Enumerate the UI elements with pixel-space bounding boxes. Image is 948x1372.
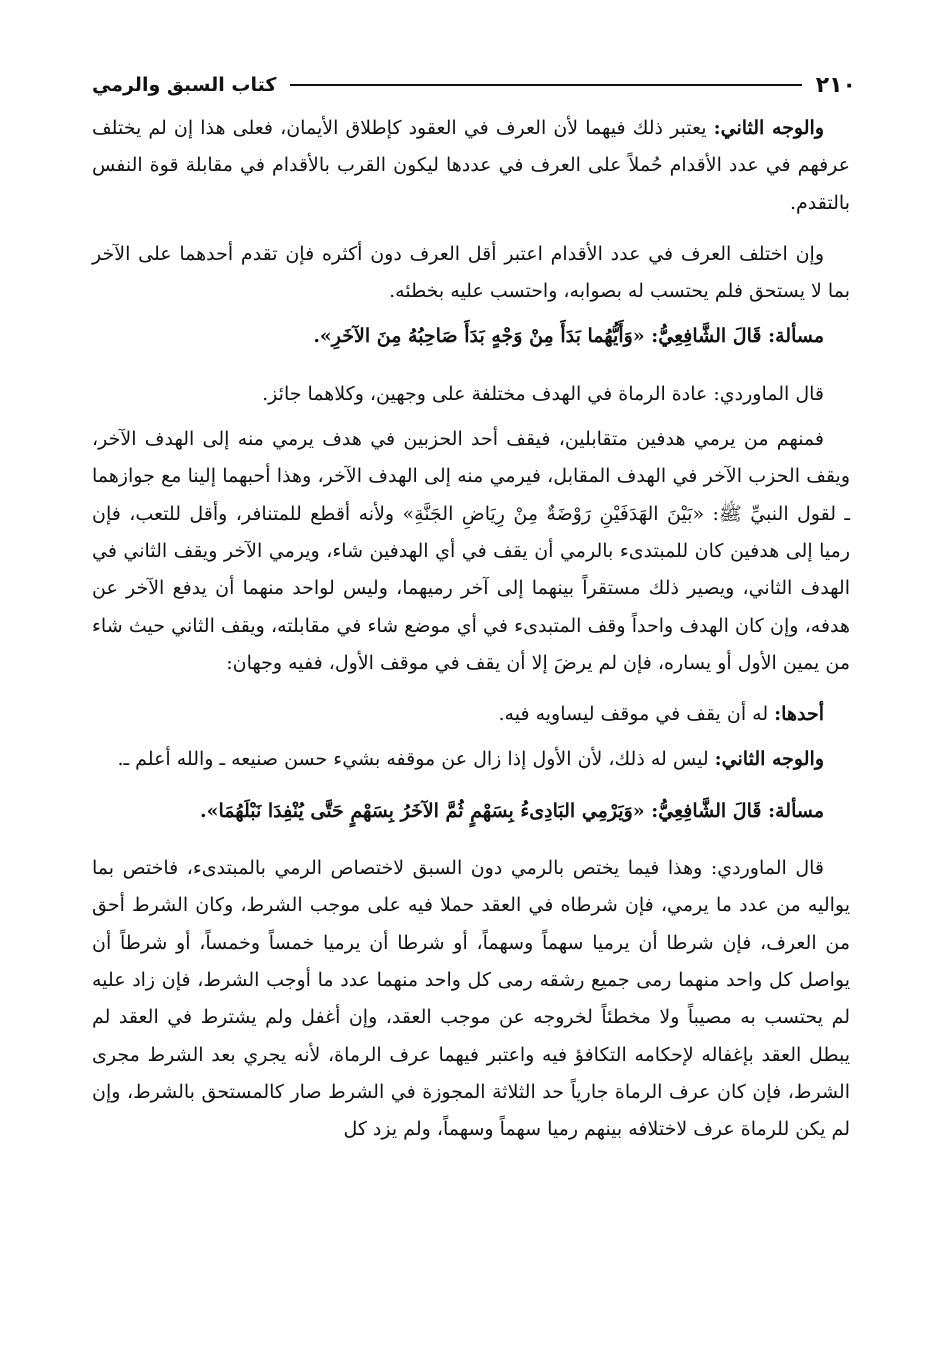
page-number: ٢١٠: [815, 72, 856, 98]
issue-heading: [92, 793, 850, 830]
paragraph: [92, 741, 850, 778]
paragraph-lead: والوجه الثاني:: [714, 748, 824, 771]
paragraph-lead: والوجه الثاني:: [713, 117, 824, 139]
paragraph: [92, 110, 850, 222]
paragraph: [92, 236, 850, 311]
quotation: «وَيَرْمِي البَادِىءُ بِسَهْمٍ ثُمَّ الآخَرُ بِسَهْمٍ حَتَّى يُنْفِدَا نَبْلَهُمَا».: [199, 799, 652, 822]
paragraph-lead: مسألة: قَالَ الشَّافِعِيُّ:: [651, 799, 824, 822]
paragraph: [92, 696, 850, 733]
paragraph: [92, 376, 850, 413]
paragraph-lead: أحدها:: [774, 703, 824, 726]
paragraph-text: قال الماوردي: وهذا فيما يختص بالرمي دون السبق لاختصاص الرمي بالمبتدىء، فاختص بما يواليه من عدد ما يرمي، فإن شرطاه في العقد حملا فيه على موجب الشرط، وكان الشرط أحق من العرف، فإن شرطا أن يرميا سهماً وسهماً، أو شرطا أن يرميا خمساً وخمساً، أو شرطاً أن يواصل كل واحد منهما رمى جميع رشقه رمى كل واحد منهما عدد ما أوجب الشرط، فإن زاد عليه لم يحتسب به مصيباً ولا مخطئاً لخروجه عن موجب العقد، وإن أغفل ولم يشترط في العقد لم يبطل العقد بإغفاله لإحكامه التكافؤ فيه واعتبر فيهما عرف الرماة، لأنه يجري بعد الشرط مجرى الشرط، فإن كان عرف الرماة جارياً حد الثلاثة المجوزة في الشرط صار كالمستحق بالشرط، وإن لم يكن للرماة عرف لاختلافه بينهم رميا سهماً وسهماً، ولم يزد كل: [92, 857, 850, 1141]
paragraph-lead: مسألة: قَالَ الشَّافِعِيُّ:: [651, 325, 824, 348]
paragraph-text: وإن اختلف العرف في عدد الأقدام اعتبر أقل العرف دون أكثره فإن تقدم أحدهما على الآخر بما لا يستحق فلم يحتسب له بصوابه، واحتسب عليه بخطئه.: [92, 242, 850, 303]
paragraph: [92, 421, 850, 682]
quotation: «وَأَيُّهُما بَدَأَ مِنْ وَجْهٍ بَدَأَ صَاحِبُهُ مِنَ الآخَرِ».: [313, 325, 652, 348]
issue-heading: [92, 318, 850, 355]
paragraph: [92, 850, 850, 1148]
page-body: [92, 110, 850, 1148]
paragraph-text: ليس له ذلك، لأن الأول إذا زال عن موقفه بشيء حسن صنيعه ـ والله أعلم ـ.: [117, 748, 715, 771]
page-header: [92, 68, 856, 102]
book-title: كتاب السبق والرمي: [92, 74, 277, 96]
paragraph-text: فمنهم من يرمي هدفين متقابلين، فيقف أحد الحزبين في هدف يرمي منه إلى الهدف الآخر، ويقف الحزب الآخر في الهدف المقابل، فيرمي منه إلى الهدف الآخر، وهذا أحبهما إلينا مع جوازهما ـ لقول النبيِّ ﷺ: «بَيْنَ الهَدَفَيْنِ رَوْضَةٌ مِنْ رِيَاضِ الجَنَّةِ» ولأنه أقطع للمتنافر، وأقل للتعب، فإن رميا إلى هدفين كان للمبتدىء بالرمي أن يقف في أي الهدفين شاء، ويرمي الآخر ويقف الثاني في الهدف الثاني، ويصير ذلك مستقراً بينهما إلى آخر رميهما، وليس لواحد منهما أن يدفع الآخر عن هدفه، وإن كان الهدف واحداً وقف المتبدىء في أي موضع شاء في مقابلته، ويقف الثاني حيث شاء من يمين الأول أو يساره، فإن لم يرضَ إلا أن يقف في موقف الأول، ففيه وجهان:: [92, 428, 850, 674]
paragraph-text: له أن يقف في موقف ليساويه فيه.: [498, 703, 775, 726]
paragraph-text: يعتبر ذلك فيهما لأن العرف في العقود كإطلاق الأيمان، فعلى هذا إن لم يختلف عرفهم في عدد الأقدام حُملاً على العرف في عددها ليكون القرب بالأقدام في مقابلة قوة النفس بالتقدم.: [92, 117, 850, 214]
header-rule: [290, 84, 801, 86]
paragraph-text: قال الماوردي: عادة الرماة في الهدف مختلفة على وجهين، وكلاهما جائز.: [262, 382, 824, 405]
